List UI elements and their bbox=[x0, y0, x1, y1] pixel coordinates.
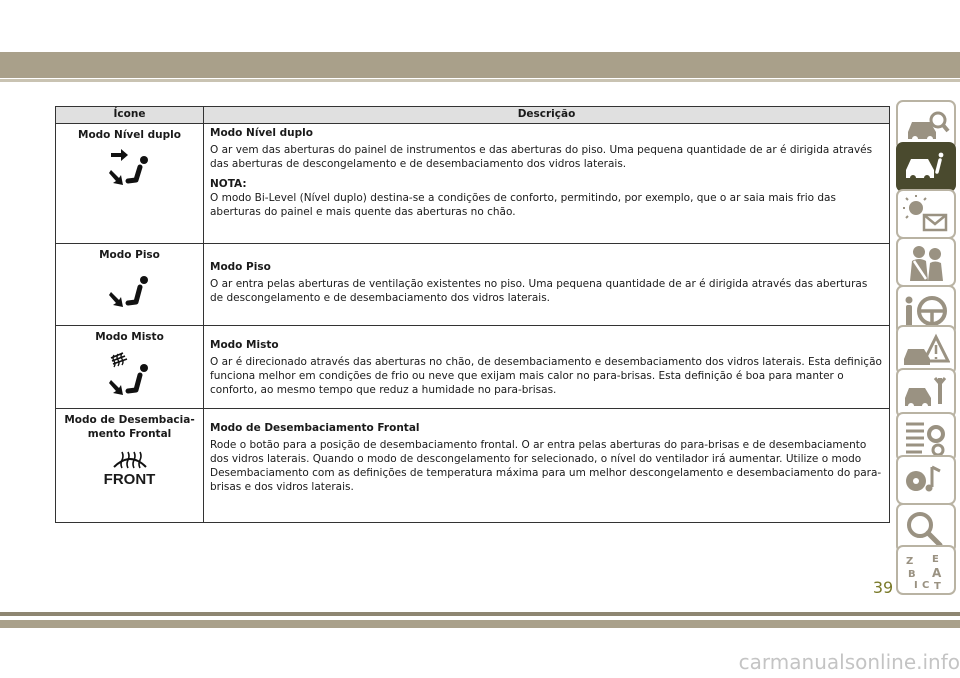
floor-mode-icon bbox=[108, 272, 152, 312]
icon-label: Modo de Desembacia-mento Frontal bbox=[64, 414, 195, 440]
tab-multimedia[interactable] bbox=[896, 455, 956, 505]
description-cell bbox=[204, 124, 890, 244]
bottom-decorative-band bbox=[0, 620, 960, 628]
description-title: Modo Misto bbox=[210, 339, 279, 351]
svg-text:I: I bbox=[914, 580, 918, 591]
description-cell bbox=[204, 326, 890, 409]
description-text: O ar vem das aberturas do painel de instrumentos e das aberturas do piso. Uma pequena quantidade de ar é dirigida através das aberturas de descongelamento e de desembaciamento dos vidros laterais. bbox=[210, 144, 873, 170]
table-row bbox=[56, 409, 890, 523]
table-row bbox=[56, 124, 890, 244]
top-decorative-band bbox=[0, 52, 960, 78]
tab-servicing[interactable] bbox=[896, 368, 956, 418]
icon-cell bbox=[56, 326, 204, 409]
car-info-icon bbox=[902, 148, 950, 188]
tab-car-info[interactable] bbox=[896, 142, 956, 192]
icon-label: Modo Piso bbox=[99, 249, 160, 261]
car-inspection-icon bbox=[902, 106, 950, 146]
specifications-gear-icon bbox=[902, 418, 950, 458]
icon-cell bbox=[56, 124, 204, 244]
description-text: O ar é direcionado através das aberturas no chão, de desembaciamento e desembaciamento dos vidros laterais. Esta definição funciona melhor em condições de frio ou neve que exijam mais calor no para-brisas. Esta definição é boa para manter o conforto, ao mesmo tempo que reduz a humidade no para-brisas. bbox=[210, 356, 882, 396]
table-row bbox=[56, 326, 890, 409]
description-cell bbox=[204, 409, 890, 523]
tab-alphabetical-index[interactable] bbox=[896, 545, 956, 595]
front-defrost-icon bbox=[110, 449, 150, 471]
header-description: Descrição bbox=[204, 107, 890, 124]
ventilation-modes-table bbox=[55, 106, 890, 523]
icon-label: Modo Misto bbox=[95, 331, 164, 343]
icon-cell bbox=[56, 409, 204, 523]
header-icon: Ícone bbox=[56, 107, 204, 124]
table-row bbox=[56, 244, 890, 326]
description-text: O ar entra pelas aberturas de ventilação existentes no piso. Uma pequena quantidade de ar é dirigida através das aberturas de descongelamento e de desembaciamento dos vidros laterais. bbox=[210, 278, 868, 304]
seatbelt-safety-icon bbox=[902, 243, 950, 283]
svg-text:T: T bbox=[934, 581, 941, 591]
search-magnifier-icon bbox=[902, 509, 950, 549]
car-service-wrench-icon bbox=[902, 374, 950, 414]
multimedia-music-icon bbox=[902, 461, 950, 501]
tab-warning-lights[interactable] bbox=[896, 189, 956, 239]
description-title: Modo Nível duplo bbox=[210, 127, 313, 139]
description-title: Modo Piso bbox=[210, 261, 271, 273]
tab-safety[interactable] bbox=[896, 237, 956, 287]
svg-text:C: C bbox=[922, 580, 930, 591]
bilevel-mode-icon bbox=[108, 148, 152, 188]
front-label: FRONT bbox=[103, 471, 156, 488]
svg-text:E: E bbox=[932, 554, 939, 565]
alphabet-index-icon bbox=[902, 551, 950, 591]
icon-label: Modo Nível duplo bbox=[78, 129, 181, 141]
svg-text:Z: Z bbox=[906, 556, 914, 567]
svg-text:A: A bbox=[932, 566, 942, 580]
note-label: NOTA: bbox=[210, 178, 247, 190]
page-number: 39 bbox=[872, 578, 894, 597]
warning-light-message-icon bbox=[902, 195, 950, 235]
mix-mode-icon bbox=[108, 352, 152, 398]
svg-text:B: B bbox=[908, 569, 916, 580]
note-text: O modo Bi-Level (Nível duplo) destina-se a condições de conforto, permitindo, por exemplo, que o ar saia mais frio das aberturas do painel e mais quente das aberturas no chão. bbox=[210, 192, 836, 218]
bottom-rule bbox=[0, 612, 960, 616]
description-title: Modo de Desembaciamento Frontal bbox=[210, 422, 420, 434]
watermark: carmanualsonline.info bbox=[738, 650, 960, 674]
description-cell bbox=[204, 244, 890, 326]
roadside-warning-icon bbox=[902, 331, 950, 371]
icon-cell bbox=[56, 244, 204, 326]
description-text: Rode o botão para a posição de desembaciamento frontal. O ar entra pelas aberturas do para-brisas e de desembaciamento dos vidros laterais. Quando o modo de descongelamento for selecionado, o nível do ventilador irá aumentar. Utilize o modo Desembaciamento com as definições de temperatura máxima para um melhor descongelamento e desembaciamento do para-brisas e dos vidros laterais. bbox=[210, 439, 882, 493]
table-header-row bbox=[56, 107, 890, 124]
